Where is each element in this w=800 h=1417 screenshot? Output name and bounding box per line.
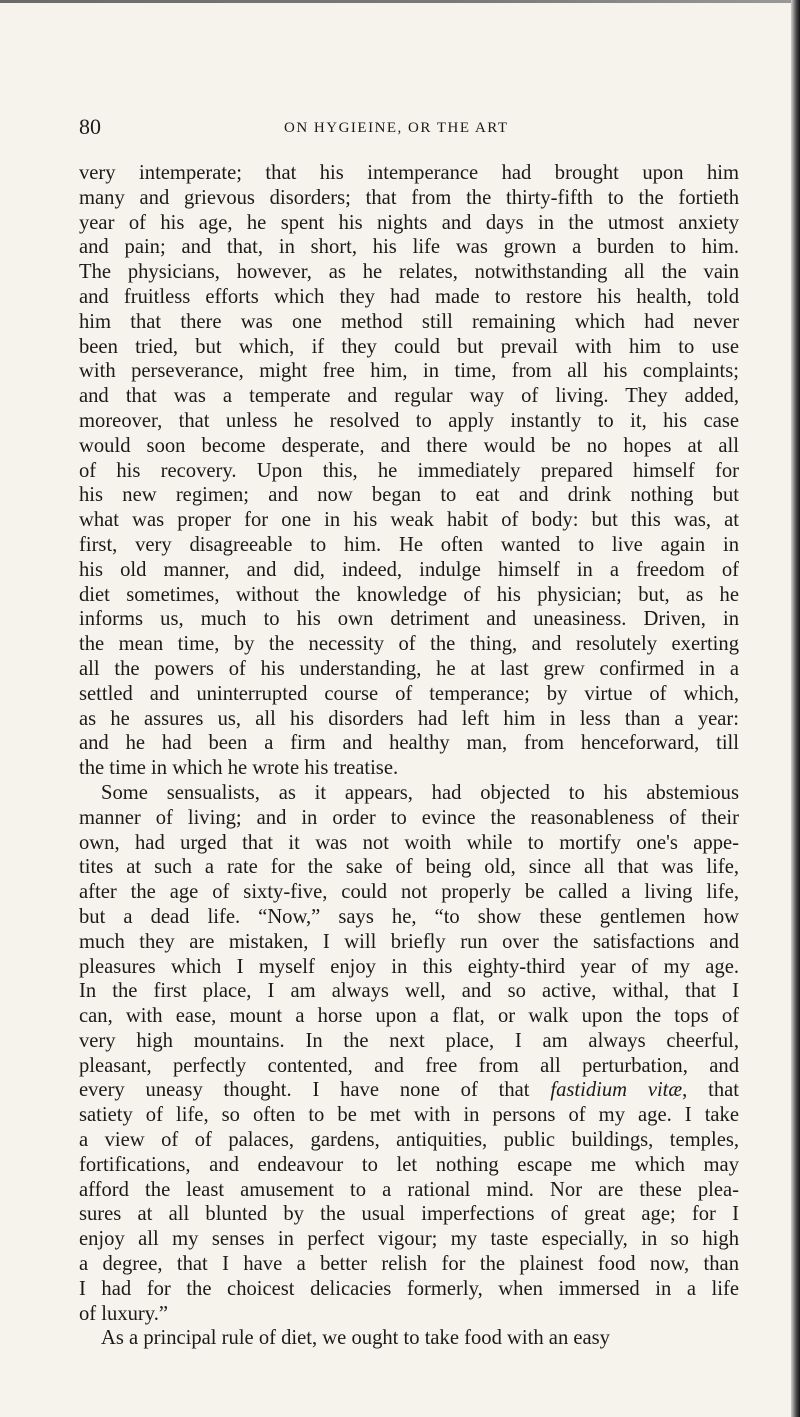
text-line: the mean time, by the necessity of the thing, and resolutely exerting [79,633,739,656]
text-line: very high mountains. In the next place, I am always cheerful, [79,1029,739,1052]
paragraph [79,1326,739,1351]
text-line: and fruitless efforts which they had made to restore his health, told [79,285,739,308]
text-line: much they are mistaken, I will briefly run over the satisfactions and [79,930,739,953]
text-line: As a principal rule of diet, we ought to take food with an easy [101,1327,610,1350]
text-line: all the powers of his understanding, he at last grew confirmed in a [79,657,739,680]
text-line: him that there was one method still remaining which had never [79,310,739,333]
text-line: would soon become desperate, and there would be no hopes at all [79,434,739,457]
page-top-rule [0,0,800,3]
paragraph [79,161,739,781]
text-line: moreover, that unless he resolved to apply instantly to it, his case [79,409,739,432]
text-line: year of his age, he spent his nights and days in the utmost anxiety [79,211,739,234]
text-line: but a dead life. “Now,” says he, “to show these gentlemen how [79,905,739,928]
text-line: and pain; and that, in short, his life was grown a burden to him. [79,236,739,259]
text-line: Some sensualists, as it appears, had objected to his abstemious [101,781,739,804]
running-head-title: ON HYGIEINE, OR THE ART [284,120,509,136]
text-line: what was proper for one in his weak habit of body: but this was, at [79,509,739,532]
paragraph [79,781,739,1327]
text-line: his new regimen; and now began to eat and drink nothing but [79,484,739,507]
text-line: pleasant, perfectly contented, and free from all perturbation, and [79,1054,739,1077]
text-line: The physicians, however, as he relates, notwithstanding all the vain [79,261,739,284]
text-line: settled and uninterrupted course of temperance; by virtue of which, [79,682,739,705]
text-line: a view of of palaces, gardens, antiquities, public buildings, temples, [79,1129,739,1152]
text-line: with perseverance, might free him, in time, from all his complaints; [79,360,739,383]
text-line: enjoy all my senses in perfect vigour; my taste especially, in so high [79,1228,739,1251]
text-line: sures at all blunted by the usual imperfections of great age; for I [79,1203,739,1226]
text-line: every uneasy thought. I have none of that fastidium vitæ, that [79,1079,740,1102]
text-line: of luxury.” [79,1302,169,1325]
text-line: afford the least amusement to a rational mind. Nor are these plea- [79,1178,739,1201]
text-line: In the first place, I am always well, and so active, withal, that I [79,980,739,1003]
text-line: and he had been a firm and healthy man, from henceforward, till [79,732,739,755]
page-number: 80 [79,114,101,139]
page-binding-edge [791,0,800,1417]
body-text [79,161,739,1351]
running-head [79,112,739,148]
text-line: many and grievous disorders; that from the thirty-fifth to the fortieth [79,186,739,209]
text-line: been tried, but which, if they could but prevail with him to use [79,335,739,358]
text-line: tites at such a rate for the sake of being old, since all that was life, [79,856,739,879]
text-line: as he assures us, all his disorders had left him in less than a year: [79,707,739,730]
text-line: manner of living; and in order to evince the reasonableness of their [79,806,739,829]
text-line: and that was a temperate and regular way of living. They added, [79,385,739,408]
book-page [79,112,739,1351]
latin-phrase: fastidium vitæ [550,1079,683,1102]
text-line: can, with ease, mount a horse upon a flat, or walk upon the tops of [79,1005,739,1028]
text-line: his old manner, and did, indeed, indulge himself in a freedom of [79,558,739,581]
text-line: pleasures which I myself enjoy in this eighty-third year of my age. [79,955,739,978]
text-line: a degree, that I have a better relish for the plainest food now, than [79,1253,739,1276]
text-line: I had for the choicest delicacies formerly, when immersed in a life [79,1277,739,1300]
text-line: own, had urged that it was not woith while to mortify one's appe- [79,831,739,854]
text-line: the time in which he wrote his treatise. [79,757,399,780]
text-line: informs us, much to his own detriment and uneasiness. Driven, in [79,608,739,631]
text-line: of his recovery. Upon this, he immediately prepared himself for [79,459,739,482]
text-line: satiety of life, so often to be met with in persons of my age. I take [79,1104,739,1127]
text-line: very intemperate; that his intemperance had brought upon him [79,162,739,184]
text-line: fortifications, and endeavour to let nothing escape me which may [79,1153,739,1176]
text-line: first, very disagreeable to him. He often wanted to live again in [79,533,739,556]
text-line: after the age of sixty-five, could not properly be called a living life, [79,881,739,904]
text-line: diet sometimes, without the knowledge of his physician; but, as he [79,583,739,606]
